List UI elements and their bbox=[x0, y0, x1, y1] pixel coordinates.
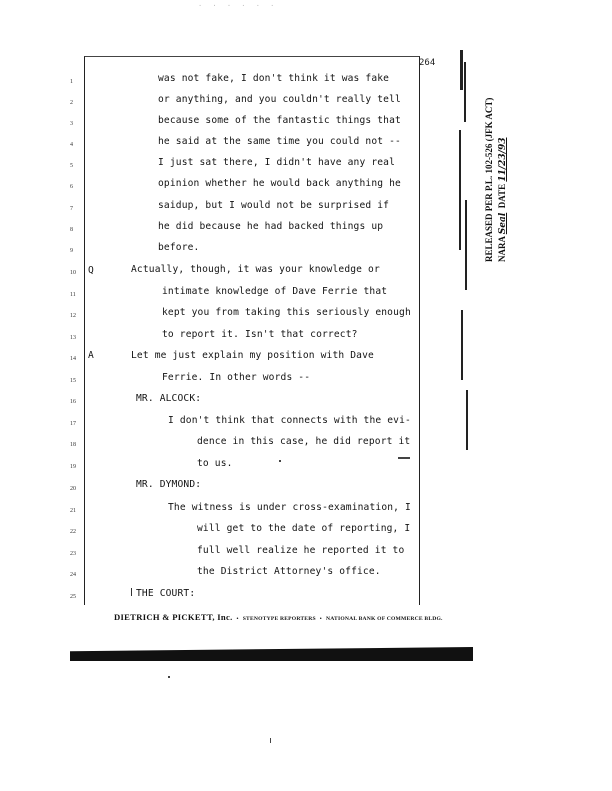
release-stamp bbox=[483, 98, 510, 262]
line-number: 16 bbox=[70, 399, 76, 405]
scan-speck bbox=[168, 676, 170, 678]
speaker-label: MR. ALCOCK: bbox=[136, 393, 202, 404]
line-number: 24 bbox=[70, 572, 76, 578]
line-number: 18 bbox=[70, 442, 76, 448]
scan-speck bbox=[398, 457, 410, 459]
line-number: 25 bbox=[70, 594, 76, 600]
line-number: 4 bbox=[70, 142, 73, 148]
transcript-line: Ferrie. In other words -- bbox=[162, 372, 311, 383]
line-number: 8 bbox=[70, 227, 73, 233]
transcript-line: The witness is under cross-examination, I bbox=[168, 502, 411, 513]
scan-speck bbox=[270, 738, 271, 743]
top-margin-smudge: · · · · · · bbox=[198, 2, 278, 10]
line-number: 17 bbox=[70, 421, 76, 427]
line-number: 15 bbox=[70, 378, 76, 384]
reporter-footer bbox=[114, 612, 444, 622]
transcript-line: he said at the same time you could not -- bbox=[158, 136, 401, 147]
release-date: 11/23/93 bbox=[498, 137, 508, 182]
transcript-line: saidup, but I would not be surprised if bbox=[158, 200, 390, 211]
line-number: 7 bbox=[70, 206, 73, 212]
transcript-line: Actually, though, it was your knowledge or bbox=[131, 264, 380, 275]
line-number: 12 bbox=[70, 313, 76, 319]
transcript-line: to report it. Isn't that correct? bbox=[162, 329, 358, 340]
transcript-line: was not fake, I don't think it was fake bbox=[158, 73, 390, 84]
line-number: 23 bbox=[70, 551, 76, 557]
transcript-line: before. bbox=[158, 242, 200, 253]
line-number: 14 bbox=[70, 356, 76, 362]
line-number: 20 bbox=[70, 486, 76, 492]
date-label: DATE bbox=[497, 183, 507, 209]
line-number: 19 bbox=[70, 464, 76, 470]
transcript-line: opinion whether he would back anything he bbox=[158, 178, 401, 189]
transcript-line: to us. bbox=[197, 458, 233, 469]
scan-speck bbox=[279, 460, 281, 462]
nara-label: NARA bbox=[497, 236, 507, 262]
transcript-line: or anything, and you couldn't really tell bbox=[158, 94, 401, 105]
line-number: 13 bbox=[70, 335, 76, 341]
speaker-label: THE COURT: bbox=[136, 588, 196, 599]
transcript-line: the District Attorney's office. bbox=[197, 566, 381, 577]
release-line: RELEASED PER P.L. 102-526 (JFK ACT) bbox=[484, 97, 494, 262]
footer-separator: • bbox=[236, 616, 239, 622]
line-number: 21 bbox=[70, 508, 76, 514]
line-number: 3 bbox=[70, 121, 73, 127]
transcript-line: I just sat there, I didn't have any real bbox=[158, 157, 396, 168]
transcript-line: intimate knowledge of Dave Ferrie that bbox=[162, 286, 388, 297]
line-number: 10 bbox=[70, 270, 76, 276]
transcript-line: Let me just explain my position with Dave bbox=[131, 350, 374, 361]
nara-signature: Seal bbox=[498, 212, 508, 235]
transcript-line: full well realize he reported it to bbox=[197, 545, 405, 556]
scan-edge-marks bbox=[456, 50, 472, 460]
reporter-firm: DIETRICH & PICKETT, Inc. bbox=[114, 612, 233, 622]
transcript-line: I don't think that connects with the evi- bbox=[168, 415, 411, 426]
line-number: 11 bbox=[70, 292, 76, 298]
answer-marker: A bbox=[88, 350, 94, 361]
stenotype-label: STENOTYPE REPORTERS bbox=[242, 616, 316, 622]
speaker-label: MR. DYMOND: bbox=[136, 479, 202, 490]
transcript-line: he did because he had backed things up bbox=[158, 221, 384, 232]
margin-tick bbox=[131, 588, 132, 596]
bank-building-label: NATIONAL BANK OF COMMERCE BLDG. bbox=[325, 616, 443, 622]
transcript-line: will get to the date of reporting, I bbox=[197, 523, 411, 534]
line-number: 6 bbox=[70, 184, 73, 190]
line-number: 1 bbox=[70, 79, 73, 85]
transcript-line: kept you from taking this seriously enough bbox=[162, 307, 411, 318]
transcript-line: dence in this case, he did report it bbox=[197, 436, 411, 447]
scan-shadow-bar bbox=[70, 647, 473, 661]
page-number: 264 bbox=[419, 58, 436, 68]
transcript-line: because some of the fantastic things that bbox=[158, 115, 401, 126]
question-marker: Q bbox=[88, 265, 94, 276]
line-number: 9 bbox=[70, 248, 73, 254]
line-number: 22 bbox=[70, 529, 76, 535]
footer-separator: • bbox=[319, 616, 322, 622]
line-number: 5 bbox=[70, 163, 73, 169]
line-number: 2 bbox=[70, 100, 73, 106]
